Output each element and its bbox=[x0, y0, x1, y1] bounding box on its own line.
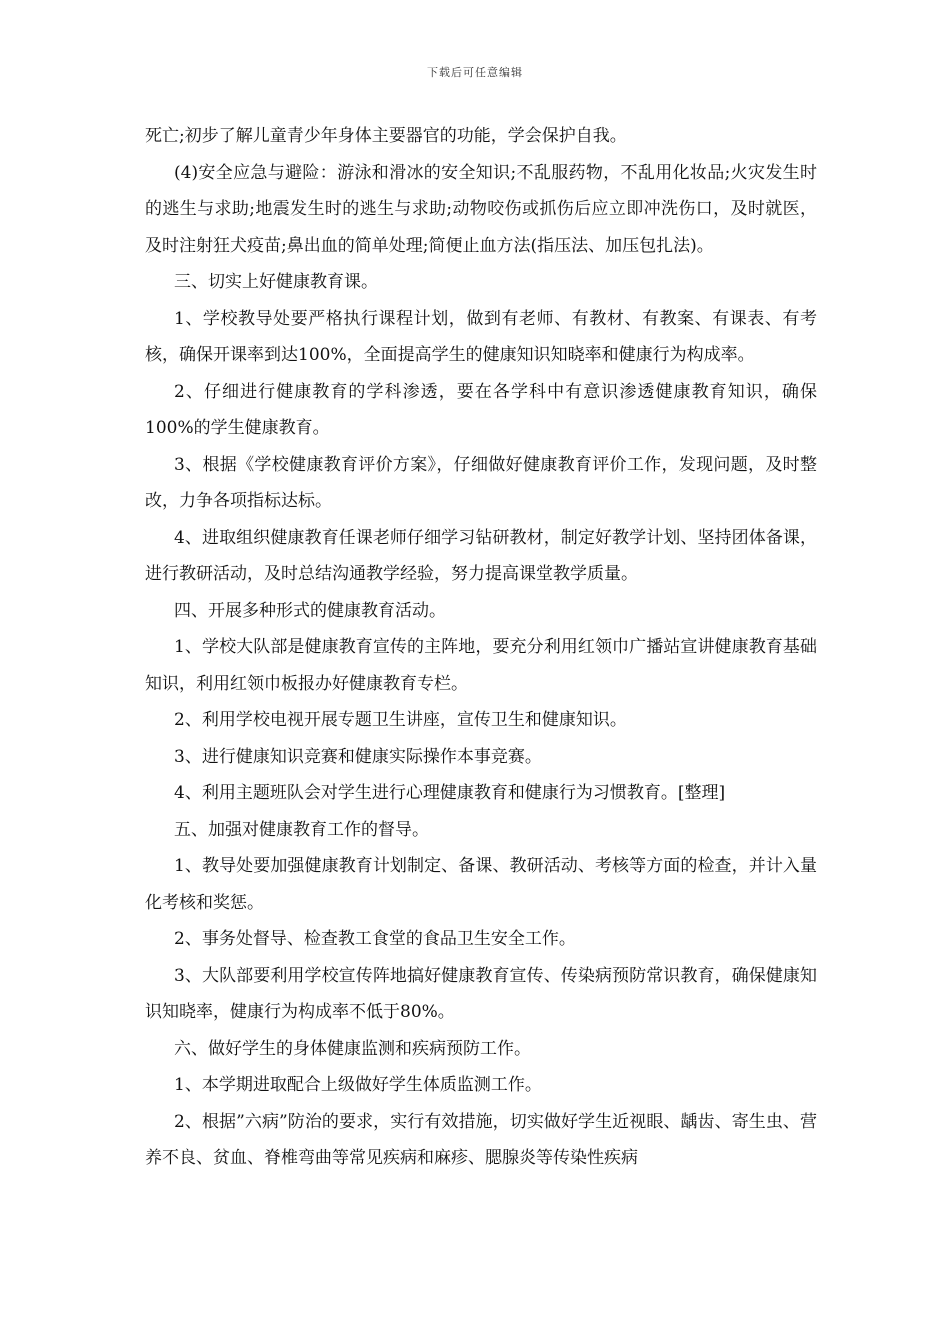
paragraph: 2、事务处督导、检查教工食堂的食品卫生安全工作。 bbox=[174, 929, 576, 949]
document-body bbox=[145, 118, 817, 1177]
paragraph: 死亡;初步了解儿童青少年身体主要器官的功能，学会保护自我。 bbox=[145, 126, 627, 146]
paragraph: 3、根据《学校健康教育评价方案》，仔细做好健康教育评价工作，发现问题，及时整改，力争各项指标达标。 bbox=[145, 454, 817, 511]
paragraph: 1、学校大队部是健康教育宣传的主阵地，要充分利用红领巾广播站宣讲健康教育基础知识，利用红领巾板报办好健康教育专栏。 bbox=[145, 637, 817, 694]
paragraph: 三、切实上好健康教育课。 bbox=[174, 272, 378, 292]
page-header-caption: 下载后可任意编辑 bbox=[427, 66, 523, 79]
paragraph: 3、大队部要利用学校宣传阵地搞好健康教育宣传、传染病预防常识教育，确保健康知识知晓率，健康行为构成率不低于80%。 bbox=[145, 965, 817, 1022]
paragraph: (4)安全应急与避险：游泳和滑冰的安全知识;不乱服药物，不乱用化妆品;火灾发生时的逃生与求助;地震发生时的逃生与求助;动物咬伤或抓伤后应立即冲洗伤口，及时就医，及时注射狂犬疫苗;鼻出血的简单处理;简便止血方法(指压法、加压包扎法)。 bbox=[145, 162, 817, 256]
paragraph: 四、开展多种形式的健康教育活动。 bbox=[174, 600, 446, 621]
paragraph: 2、利用学校电视开展专题卫生讲座，宣传卫生和健康知识。 bbox=[174, 710, 627, 730]
paragraph: 五、加强对健康教育工作的督导。 bbox=[174, 819, 429, 840]
paragraph: 1、本学期进取配合上级做好学生体质监测工作。 bbox=[174, 1075, 542, 1095]
paragraph: 1、学校教导处要严格执行课程计划，做到有老师、有教材、有教案、有课表、有考核，确保开课率到达100%，全面提高学生的健康知识知晓率和健康行为构成率。 bbox=[145, 308, 817, 365]
paragraph: 3、进行健康知识竞赛和健康实际操作本事竞赛。 bbox=[174, 746, 542, 767]
paragraph: 2、根据”六病”防治的要求，实行有效措施，切实做好学生近视眼、龋齿、寄生虫、营养不良、贫血、脊椎弯曲等常见疾病和麻疹、腮腺炎等传染性疾病 bbox=[145, 1111, 817, 1168]
paragraph: 六、做好学生的身体健康监测和疾病预防工作。 bbox=[174, 1038, 531, 1059]
paragraph: 4、利用主题班队会对学生进行心理健康教育和健康行为习惯教育。[整理] bbox=[174, 783, 726, 803]
paragraph: 2、仔细进行健康教育的学科渗透，要在各学科中有意识渗透健康教育知识，确保100%的学生健康教育。 bbox=[145, 381, 817, 438]
paragraph: 4、进取组织健康教育任课老师仔细学习钻研教材，制定好教学计划、坚持团体备课，进行教研活动，及时总结沟通教学经验，努力提高课堂教学质量。 bbox=[145, 527, 817, 584]
paragraph: 1、教导处要加强健康教育计划制定、备课、教研活动、考核等方面的检查，并计入量化考核和奖惩。 bbox=[145, 856, 817, 913]
